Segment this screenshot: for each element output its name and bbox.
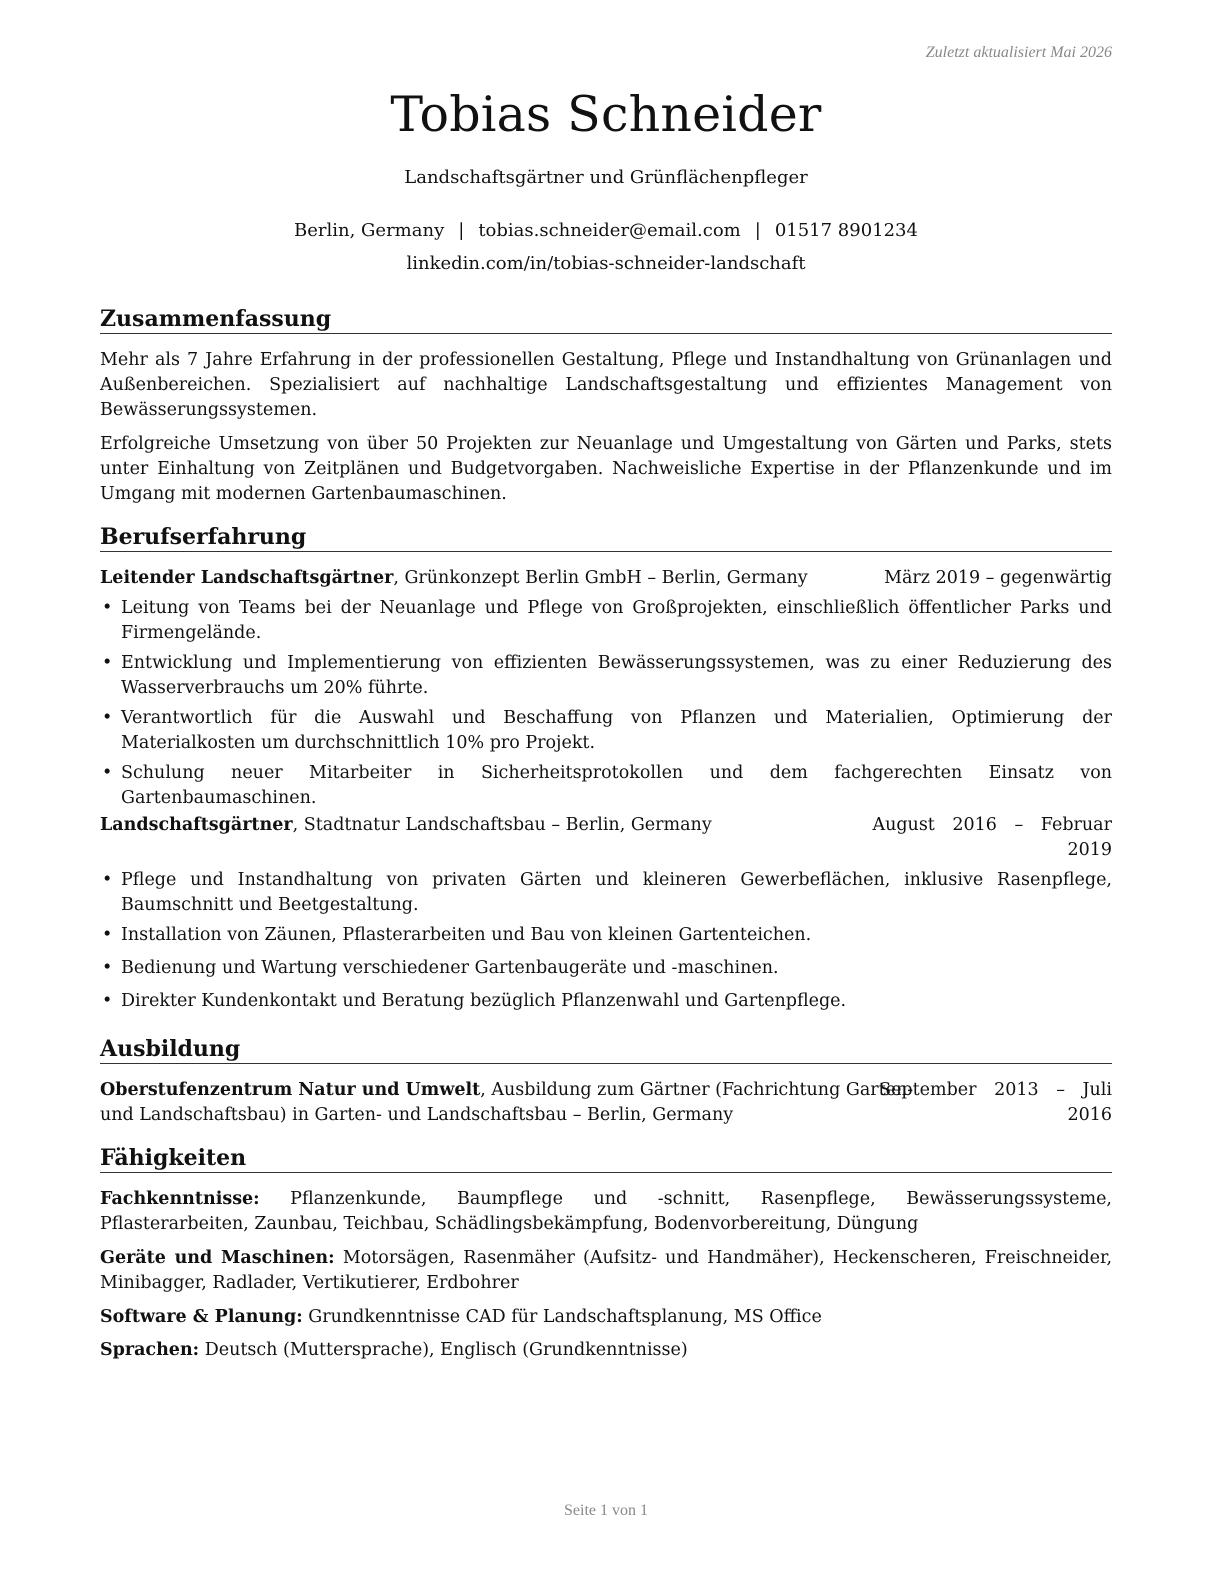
- skill-value: Motorsägen, Rasenmäher (Aufsitz- und Handmäher), Heckenscheren, Freischneider, Minibagger, Radlader, Vertikutierer, Erdbohrer: [100, 1248, 1113, 1293]
- education-details: Oberstufenzentrum Natur und Umwelt, Ausbildung zum Gärtner (Fachrichtung Garten- und Landschaftsbau) in Garten- und Landschaftsbau – Berlin, Germany: [100, 1080, 914, 1125]
- candidate-headline: Landschaftsgärtner und Grünflächenpfleger: [404, 167, 808, 188]
- list-item: • Direkter Kundenkontakt und Beratung bezüglich Pflanzenwahl und Gartenpflege.: [100, 989, 1112, 1014]
- job-org: , Stadtnatur Landschaftsbau – Berlin, Germany: [292, 815, 712, 835]
- section-title-experience: Berufserfahrung: [100, 524, 1112, 552]
- skill-label: Software & Planung:: [100, 1307, 303, 1327]
- job-title-org: [100, 566, 808, 591]
- education-entry: [100, 1078, 1112, 1128]
- last-updated-note: Zuletzt aktualisiert Mai 2026: [925, 44, 1112, 61]
- list-item: • Bedienung und Wartung verschiedener Gartenbaugeräte und -maschinen.: [100, 956, 1112, 981]
- list-item: • Installation von Zäunen, Pflasterarbeiten und Bau von kleinen Gartenteichen.: [100, 923, 1112, 948]
- contact-email[interactable]: tobias.schneider@email.com: [478, 220, 741, 241]
- skill-label: Geräte und Maschinen:: [100, 1248, 335, 1268]
- education-dates: September 2013 – Juli 2016: [879, 1080, 1112, 1125]
- summary-paragraph-1: Mehr als 7 Jahre Erfahrung in der professionellen Gestaltung, Pflege und Instandhaltung von Grünanlagen und Außenbereichen. Spezialisiert auf nachhaltige Landschaftsgestaltung und effizientes Management von Bewässerungssystemen.: [100, 350, 1112, 420]
- section-title-skills: Fähigkeiten: [100, 1145, 1112, 1173]
- skill-row: [100, 1338, 1112, 1363]
- job-role: Leitender Landschaftsgärtner: [100, 568, 394, 588]
- contact-location: Berlin, Germany: [294, 220, 445, 241]
- list-item: • Schulung neuer Mitarbeiter in Sicherheitsprotokollen und dem fachgerechten Einsatz von Gartenbaumaschinen.: [100, 761, 1112, 811]
- job-title-org: [100, 813, 712, 838]
- skill-value: Pflanzenkunde, Baumpflege und -schnitt, Rasenpflege, Bewässerungssysteme, Pflasterarbeiten, Zaunbau, Teichbau, Schädlingsbekämpfung, Bodenvorbereitung, Düngung: [100, 1189, 1112, 1234]
- list-item: • Verantwortlich für die Auswahl und Beschaffung von Pflanzen und Materialien, Optimierung der Materialkosten um durchschnittlich 10% pro Projekt.: [100, 706, 1112, 756]
- section-title-education: Ausbildung: [100, 1036, 1112, 1064]
- skill-row: [100, 1187, 1112, 1237]
- education-school: Oberstufenzentrum Natur und Umwelt: [100, 1080, 481, 1100]
- candidate-name: Tobias Schneider: [390, 86, 822, 143]
- job-role: Landschaftsgärtner: [100, 815, 293, 835]
- job-dates: März 2019 – gegenwärtig: [884, 568, 1112, 588]
- list-item: • Pflege und Instandhaltung von privaten Gärten und kleineren Gewerbeflächen, inklusive Rasenpflege, Baumschnitt und Beetgestaltung.: [100, 868, 1112, 918]
- skill-label: Sprachen:: [100, 1340, 200, 1360]
- contact-linkedin[interactable]: linkedin.com/in/tobias-schneider-landschaft: [406, 253, 806, 274]
- skill-label: Fachkenntnisse:: [100, 1189, 260, 1209]
- contact-phone: 01517 8901234: [774, 220, 918, 241]
- job-org: , Grünkonzept Berlin GmbH – Berlin, Germany: [393, 568, 808, 588]
- skill-row: [100, 1305, 1112, 1330]
- contact-separator: |: [754, 220, 761, 241]
- job-header: [100, 566, 1112, 591]
- job-bullets: [100, 868, 1112, 1014]
- list-item: • Entwicklung und Implementierung von effizienten Bewässerungssystemen, was zu einer Reduzierung des Wasserverbrauchs um 20% führte.: [100, 651, 1112, 701]
- skill-value: Deutsch (Muttersprache), Englisch (Grundkenntnisse): [199, 1340, 688, 1360]
- job-header: [100, 813, 1112, 863]
- skill-value: Grundkenntnisse CAD für Landschaftsplanung, MS Office: [302, 1307, 822, 1327]
- summary-paragraph-2: Erfolgreiche Umsetzung von über 50 Projekten zur Neuanlage und Umgestaltung von Gärten und Parks, stets unter Einhaltung von Zeitplänen und Budgetvorgaben. Nachweisliche Expertise in der Pflanzenkunde und im Umgang mit modernen Gartenbaumaschinen.: [100, 434, 1112, 504]
- skill-row: [100, 1246, 1112, 1296]
- list-item: • Leitung von Teams bei der Neuanlage und Pflege von Großprojekten, einschließlich öffentlicher Parks und Firmengelände.: [100, 596, 1112, 646]
- contact-separator: |: [458, 220, 465, 241]
- job-dates: August 2016 – Februar 2019: [872, 815, 1112, 860]
- page-number: Seite 1 von 1: [564, 1502, 648, 1519]
- section-title-summary: Zusammenfassung: [100, 306, 1112, 334]
- job-bullets: [100, 596, 1112, 811]
- resume-page: [100, 0, 1112, 1584]
- contact-line: [100, 220, 1112, 241]
